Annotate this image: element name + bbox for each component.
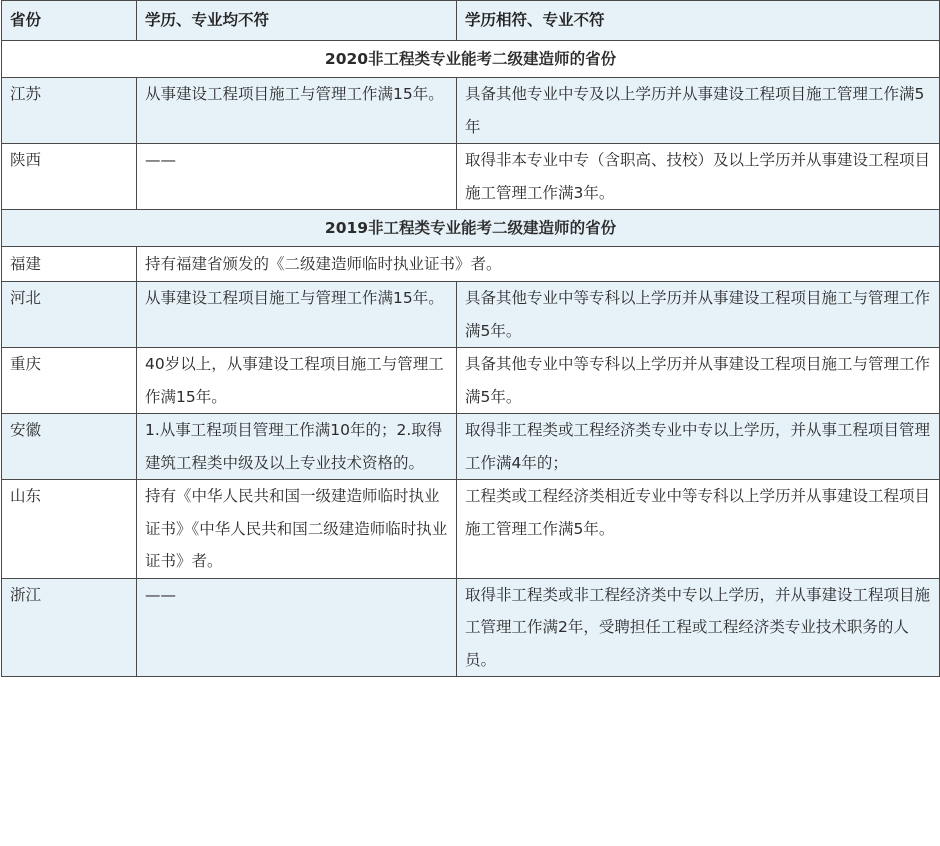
major-mismatch-cell: 取得非工程类或非工程经济类中专以上学历，并从事建设工程项目施工管理工作满2年，受聘担任工程或工程经济类专业技术职务的人员。 bbox=[457, 578, 940, 677]
both-mismatch-cell: 1.从事工程项目管理工作满10年的；2.取得建筑工程类中级及以上专业技术资格的。 bbox=[137, 414, 457, 480]
province-requirements-table bbox=[1, 0, 940, 677]
header-both-mismatch: 学历、专业均不符 bbox=[137, 1, 457, 41]
table-row bbox=[2, 480, 940, 579]
province-cell: 重庆 bbox=[2, 348, 137, 414]
header-province: 省份 bbox=[2, 1, 137, 41]
header-major-mismatch: 学历相符、专业不符 bbox=[457, 1, 940, 41]
province-cell: 安徽 bbox=[2, 414, 137, 480]
both-mismatch-cell: —— bbox=[137, 144, 457, 210]
table-row bbox=[2, 414, 940, 480]
table-row bbox=[2, 348, 940, 414]
table-row bbox=[2, 282, 940, 348]
section-title-2020: 2020非工程类专业能考二级建造师的省份 bbox=[2, 41, 940, 78]
section-row-2020 bbox=[2, 41, 940, 78]
major-mismatch-cell: 具备其他专业中等专科以上学历并从事建设工程项目施工与管理工作满5年。 bbox=[457, 348, 940, 414]
section-row-2019 bbox=[2, 210, 940, 247]
province-cell: 河北 bbox=[2, 282, 137, 348]
table-row bbox=[2, 247, 940, 282]
major-mismatch-cell: 具备其他专业中专及以上学历并从事建设工程项目施工管理工作满5年 bbox=[457, 78, 940, 144]
major-mismatch-cell: 取得非本专业中专（含职高、技校）及以上学历并从事建设工程项目施工管理工作满3年。 bbox=[457, 144, 940, 210]
province-cell: 福建 bbox=[2, 247, 137, 282]
table-row bbox=[2, 144, 940, 210]
major-mismatch-cell: 具备其他专业中等专科以上学历并从事建设工程项目施工与管理工作满5年。 bbox=[457, 282, 940, 348]
header-row bbox=[2, 1, 940, 41]
section-title-2019: 2019非工程类专业能考二级建造师的省份 bbox=[2, 210, 940, 247]
merged-requirement-cell: 持有福建省颁发的《二级建造师临时执业证书》者。 bbox=[137, 247, 940, 282]
province-cell: 江苏 bbox=[2, 78, 137, 144]
both-mismatch-cell: 40岁以上，从事建设工程项目施工与管理工作满15年。 bbox=[137, 348, 457, 414]
major-mismatch-cell: 工程类或工程经济类相近专业中等专科以上学历并从事建设工程项目施工管理工作满5年。 bbox=[457, 480, 940, 579]
province-cell: 浙江 bbox=[2, 578, 137, 677]
both-mismatch-cell: 从事建设工程项目施工与管理工作满15年。 bbox=[137, 282, 457, 348]
both-mismatch-cell: —— bbox=[137, 578, 457, 677]
province-cell: 山东 bbox=[2, 480, 137, 579]
table-row bbox=[2, 78, 940, 144]
both-mismatch-cell: 从事建设工程项目施工与管理工作满15年。 bbox=[137, 78, 457, 144]
major-mismatch-cell: 取得非工程类或工程经济类专业中专以上学历，并从事工程项目管理工作满4年的； bbox=[457, 414, 940, 480]
both-mismatch-cell: 持有《中华人民共和国一级建造师临时执业证书》《中华人民共和国二级建造师临时执业证书》者。 bbox=[137, 480, 457, 579]
table-row bbox=[2, 578, 940, 677]
province-cell: 陕西 bbox=[2, 144, 137, 210]
